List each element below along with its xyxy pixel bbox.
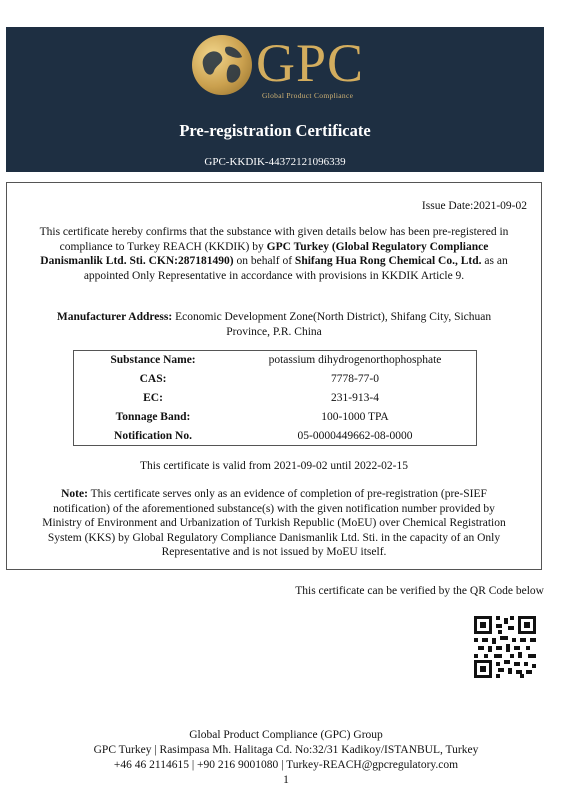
table-row (74, 408, 476, 427)
logo-wordmark: GPC (256, 33, 365, 93)
row-value: 231-913-4 (331, 392, 379, 404)
substance-table (73, 350, 477, 446)
globe-icon (192, 35, 252, 95)
qr-code-icon[interactable] (474, 616, 536, 678)
gpc-logo (192, 33, 365, 119)
validity-statement: This certificate is valid from 2021-09-02 until 2022-02-15 (140, 460, 408, 472)
row-value: potassium dihydrogenorthophosphate (268, 354, 442, 366)
manufacturer-address (37, 310, 511, 339)
row-label: CAS: (139, 373, 167, 385)
footer-contact: +46 46 2114615 | +90 216 9001080 | Turkey-REACH@gpcregulatory.com (113, 759, 459, 771)
row-label: EC: (143, 392, 163, 404)
note-text: This certificate serves only as an evidence of completion of pre-registration (pre-SIEF notification) of the aforementioned substance(s) with the given notification number provided by Ministry of Environment and Urbanization of Turkish Republic (MoEU) over Chemical Registration System (KKS) by Global Regulatory Compliance Danismanlik Ltd. Sti. in the capacity of an Only Representative and is not issued by MoEU itself. (42, 488, 506, 559)
intro-paragraph (37, 225, 511, 283)
intro-text-3: as an appointed Only Representative in accordance with provisions in KKDIK Article 9. (83, 255, 508, 282)
row-label: Tonnage Band: (115, 411, 191, 423)
certificate-header (6, 27, 544, 172)
footer-company: Global Product Compliance (GPC) Group (189, 729, 383, 741)
representative-name: GPC Turkey (Global Regulatory Compliance Danismanlik Ltd. Sti. CKN:287181490) (40, 240, 489, 268)
manufacturer-address-value: Economic Development Zone(North District), Shifang City, Sichuan Province, P.R. China (172, 311, 492, 338)
note-paragraph (37, 487, 511, 560)
table-row (74, 427, 476, 446)
row-label: Substance Name: (110, 354, 196, 366)
logo-subtitle: Global Product Compliance (262, 91, 354, 100)
manufacturer-name: Shifang Hua Rong Chemical Co., Ltd. (294, 255, 482, 268)
issue-date: Issue Date:2021-09-02 (421, 200, 527, 212)
certificate-body (6, 182, 542, 570)
manufacturer-address-label: Manufacturer Address: (56, 311, 173, 323)
table-row (74, 351, 476, 370)
row-value: 100-1000 TPA (321, 411, 389, 423)
page-title: Pre-registration Certificate (179, 121, 371, 140)
verify-text: This certificate can be verified by the QR Code below (295, 585, 544, 597)
note-label: Note: (61, 488, 88, 500)
intro-text-1: This certificate hereby confirms that the substance with given details below has been pre-registered in compliance to Turkey REACH (KKDIK) by (39, 226, 509, 253)
table-row (74, 389, 476, 408)
table-row (74, 370, 476, 389)
footer-address: GPC Turkey | Rasimpasa Mh. Halitaga Cd. No:32/31 Kadikoy/ISTANBUL, Turkey (93, 744, 479, 756)
row-value: 05-0000449662-08-0000 (297, 430, 413, 442)
row-value: 7778-77-0 (331, 373, 379, 385)
intro-text-2: on behalf of (233, 255, 295, 268)
row-label: Notification No. (114, 430, 192, 442)
certificate-id: GPC-KKDIK-44372121096339 (204, 156, 346, 168)
page-number: 1 (283, 774, 289, 786)
